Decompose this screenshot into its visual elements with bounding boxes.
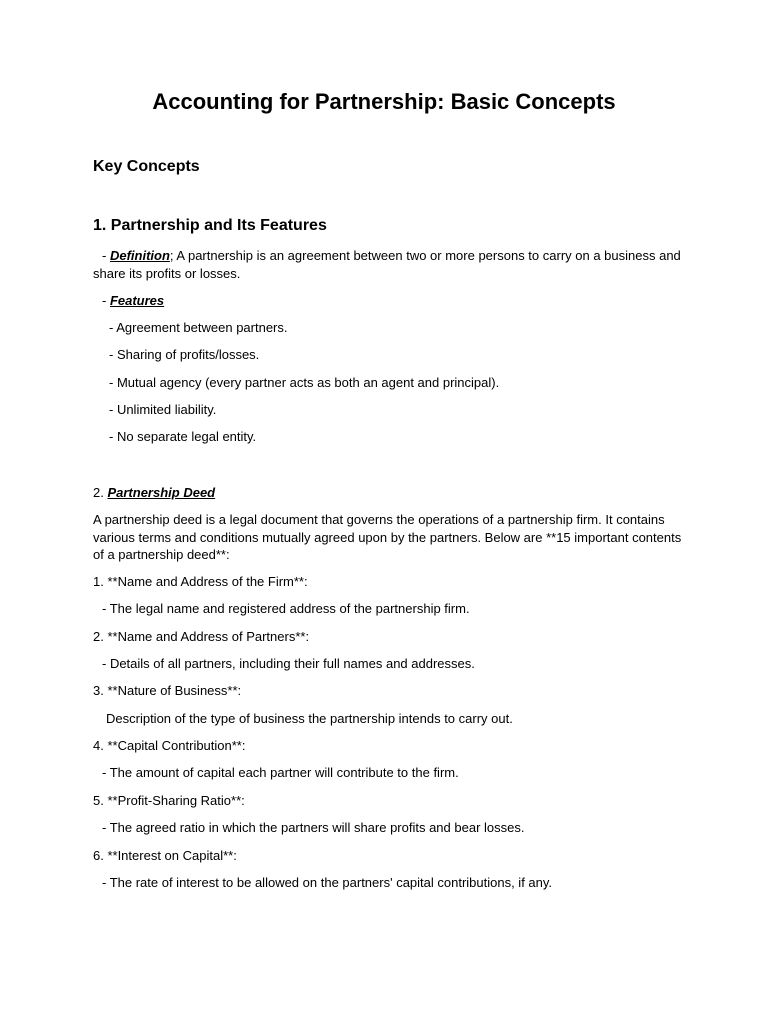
deed-item-heading: 2. **Name and Address of Partners**:	[93, 629, 310, 644]
section2-number: 2.	[93, 485, 108, 500]
deed-item-heading: 4. **Capital Contribution**:	[93, 738, 246, 753]
feature-item: - Agreement between partners.	[109, 320, 288, 335]
features-line	[102, 293, 164, 308]
features-prefix: -	[102, 293, 110, 308]
feature-item: - Mutual agency (every partner acts as both an agent and principal).	[109, 375, 500, 390]
section2-label: Partnership Deed	[107, 485, 216, 500]
deed-item-detail: - The amount of capital each partner will contribute to the firm.	[102, 765, 459, 780]
deed-item-heading: 5. **Profit-Sharing Ratio**:	[93, 793, 245, 808]
section1-heading: 1. Partnership and Its Features	[93, 217, 327, 234]
feature-item: - Sharing of profits/losses.	[109, 347, 260, 362]
definition-text: ; A partnership is an agreement between two or more persons to carry on a business and share its profits or losses.	[93, 248, 681, 281]
deed-item-detail: - The agreed ratio in which the partners will share profits and bear losses.	[102, 820, 525, 835]
definition-label: Definition	[109, 248, 170, 263]
deed-intro-paragraph: A partnership deed is a legal document that governs the operations of a partnership firm. It contains various terms and conditions mutually agreed upon by the partners. Below are **15 important contents of a partnership deed**:	[93, 512, 682, 563]
deed-item-detail: - The rate of interest to be allowed on the partners' capital contributions, if any.	[102, 875, 553, 890]
deed-item-heading: 3. **Nature of Business**:	[93, 683, 242, 698]
deed-item-heading: 1. **Name and Address of the Firm**:	[93, 574, 308, 589]
deed-item-detail: - Details of all partners, including their full names and addresses.	[102, 656, 475, 671]
definition-prefix: -	[102, 248, 110, 263]
features-label: Features	[109, 293, 165, 308]
feature-item: - No separate legal entity.	[109, 429, 257, 444]
deed-item-detail: Description of the type of business the partnership intends to carry out.	[106, 711, 513, 726]
document-title: Accounting for Partnership: Basic Concepts	[152, 89, 616, 114]
deed-item-heading: 6. **Interest on Capital**:	[93, 848, 237, 863]
deed-item-detail: - The legal name and registered address of the partnership firm.	[102, 601, 470, 616]
definition-paragraph	[93, 247, 683, 282]
section2-heading	[93, 485, 215, 500]
feature-item: - Unlimited liability.	[109, 402, 217, 417]
key-concepts-heading: Key Concepts	[93, 158, 200, 175]
